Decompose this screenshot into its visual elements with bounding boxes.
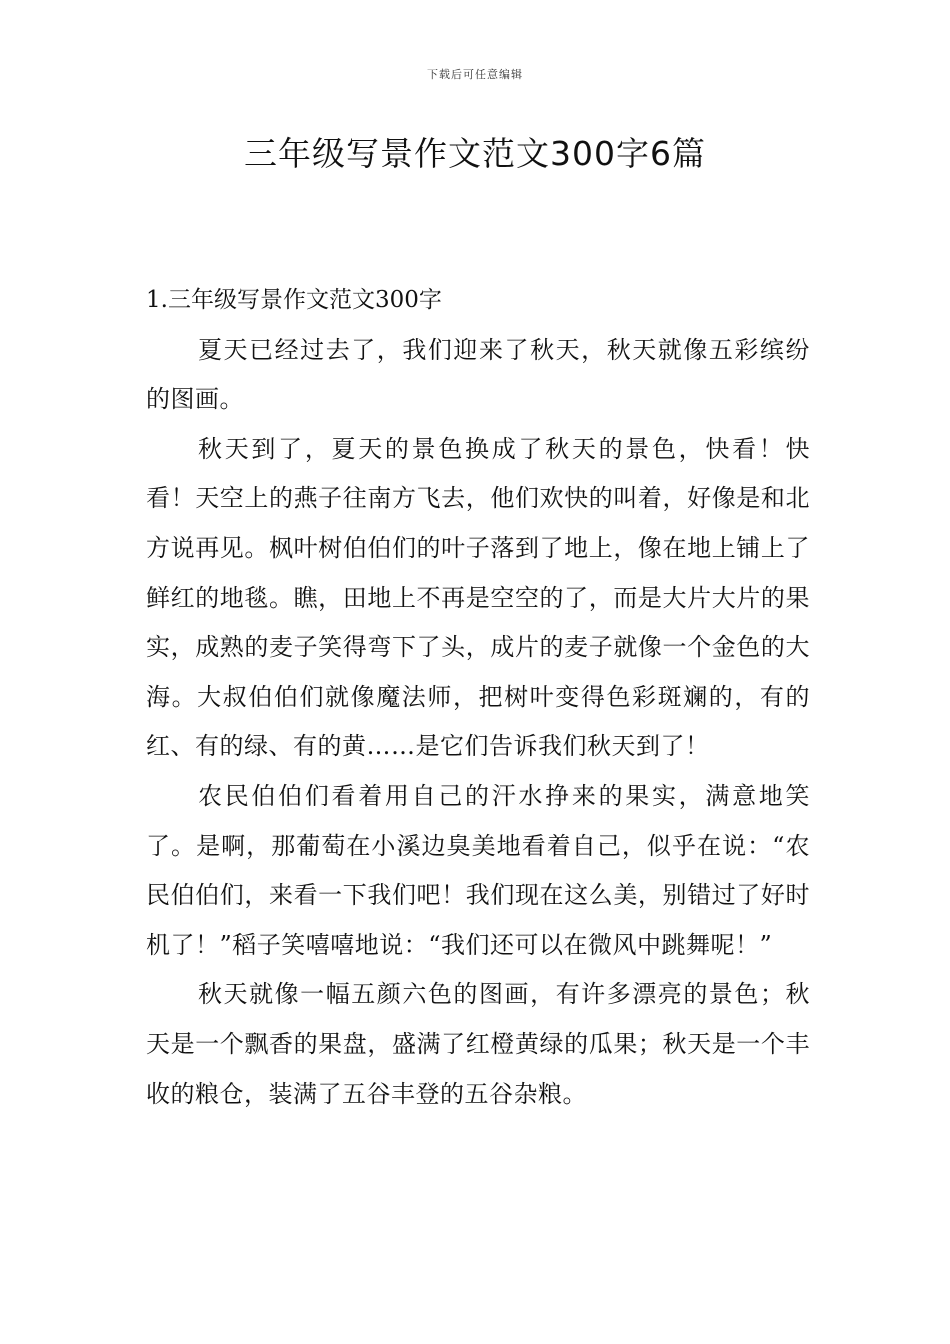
document-body — [146, 276, 810, 1119]
document-title: 三年级写景作文范文300字6篇 — [244, 134, 706, 173]
paragraph: 秋天到了，夏天的景色换成了秋天的景色，快看！快看！天空上的燕子往南方飞去，他们欢快的叫着，好像是和北方说再见。枫叶树伯伯们的叶子落到了地上，像在地上铺上了鲜红的地毯。瞧，田地上不再是空空的了，而是大片大片的果实，成熟的麦子笑得弯下了头，成片的麦子就像一个金色的大海。大叔伯伯们就像魔法师，把树叶变得色彩斑斓的，有的红、有的绿、有的黄……是它们告诉我们秋天到了！ — [146, 434, 810, 761]
header-note: 下载后可任意编辑 — [427, 68, 523, 81]
section-heading: 1.三年级写景作文范文300字 — [146, 287, 442, 313]
paragraph: 夏天已经过去了，我们迎来了秋天，秋天就像五彩缤纷的图画。 — [146, 335, 810, 414]
paragraph: 秋天就像一幅五颜六色的图画，有许多漂亮的景色；秋天是一个飘香的果盘，盛满了红橙黄绿的瓜果；秋天是一个丰收的粮仓，装满了五谷丰登的五谷杂粮。 — [146, 980, 810, 1108]
paragraph: 农民伯伯们看着用自己的汗水挣来的果实，满意地笑了。是啊，那葡萄在小溪边臭美地看着自己，似乎在说：“农民伯伯们，来看一下我们吧！我们现在这么美，别错过了好时机了！”稻子笑嘻嘻地说：“我们还可以在微风中跳舞呢！” — [146, 781, 810, 959]
